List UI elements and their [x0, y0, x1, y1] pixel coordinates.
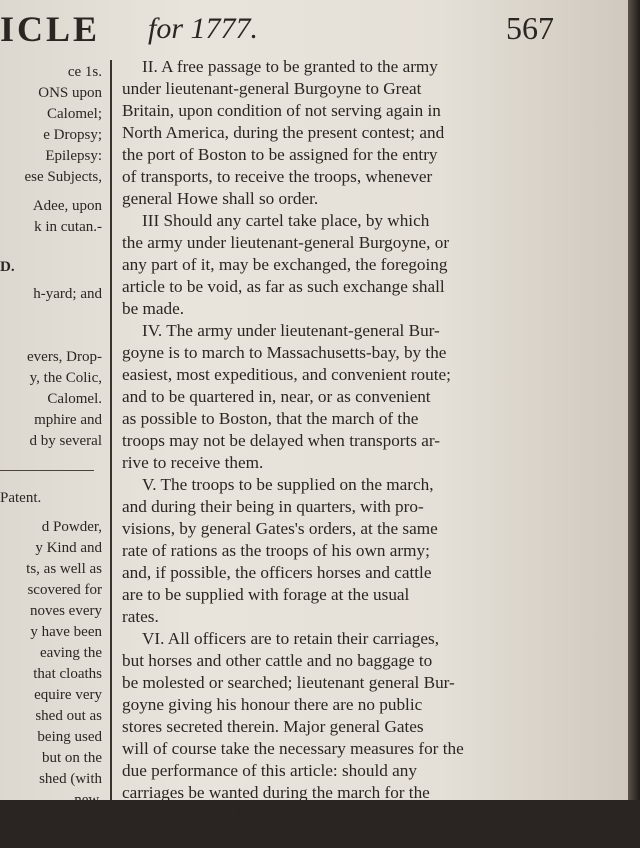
article-line: easiest, most expeditious, and convenient route; — [122, 365, 451, 384]
left-line: noves every — [29, 603, 102, 619]
left-line: y, the Colic, — [29, 370, 102, 386]
left-line: Calomel. — [47, 391, 102, 407]
left-line: evers, Drop- — [27, 349, 102, 365]
article-line: visions, by general Gates's orders, at the same — [122, 519, 438, 538]
left-line: d Powder, — [41, 519, 102, 535]
article-line: goyne is to march to Massachusetts-bay, by the — [122, 343, 447, 362]
left-line: Calomel; — [47, 106, 102, 122]
article-line: and, if possible, the officers horses and cattle — [122, 563, 432, 582]
left-line: Adee, upon — [32, 198, 102, 214]
left-line: new. — [74, 792, 102, 808]
article-line: be molested or searched; lieutenant general Bur- — [122, 673, 455, 692]
article-line: VI. All officers are to retain their carriages, — [142, 629, 439, 648]
article-line: and during their being in quarters, with pro- — [122, 497, 424, 516]
page-header — [0, 6, 620, 50]
left-line: y Kind and — [35, 540, 102, 556]
left-line: ONS upon — [38, 85, 102, 101]
left-line: ce 1s. — [67, 64, 102, 80]
left-line: ese Subjects, — [24, 169, 102, 185]
article-line: any part of it, may be exchanged, the foregoing — [122, 255, 448, 274]
left-line: shed (with — [39, 771, 102, 787]
left-line: shed out as — [35, 708, 102, 724]
article-line: III Should any cartel take place, by which — [142, 211, 430, 230]
article-line: rates. — [122, 607, 159, 626]
left-line: eaving the — [39, 645, 102, 661]
left-line: being used — [37, 729, 102, 745]
column-divider-rule — [0, 470, 94, 471]
article-line: IV. The army under lieutenant-general Bur- — [142, 321, 440, 340]
left-line: mphire and — [34, 412, 102, 428]
article-line: be made. — [122, 299, 185, 318]
article-line: stores secreted therein. Major general Gates — [122, 717, 424, 736]
left-line: ts, as well as — [26, 561, 102, 577]
article-line: article to be void, as far as such exchange shall — [122, 277, 445, 296]
page-number: 567 — [506, 10, 554, 46]
article-line: the army under lieutenant-general Burgoyne, or — [122, 233, 450, 252]
article-line: North America, during the present contest; and — [122, 123, 445, 142]
article-line: Britain, upon condition of not serving again in — [122, 101, 441, 120]
article-line: will of course take the necessary measures for the — [122, 739, 464, 758]
article-line: possible, to be supplied by the country at the — [122, 827, 429, 846]
article-line: II. A free passage to be granted to the army — [142, 57, 438, 76]
article-line: under lieutenant-general Burgoyne to Great — [122, 79, 422, 98]
article-line: due performance of this article: should any — [122, 761, 417, 780]
left-line: y have been — [30, 624, 102, 640]
article-line: are to be supplied with forage at the usual — [122, 585, 410, 604]
article-line: goyne giving his honour there are no public — [122, 695, 423, 714]
left-line: Patent. — [0, 490, 42, 506]
left-line: e Dropsy; — [43, 127, 102, 143]
article-line: V. The troops to be supplied on the march, — [142, 475, 434, 494]
article-line: rate of rations as the troops of his own army; — [122, 541, 430, 560]
left-line: d by several — [29, 433, 102, 449]
running-title: ICLE — [0, 9, 101, 49]
left-line: equire very — [34, 687, 102, 703]
article-line: but horses and other cattle and no baggage to — [122, 651, 433, 670]
article-line: troops may not be delayed when transports ar- — [122, 431, 441, 450]
left-line: but on the — [42, 750, 102, 766]
left-line: Epilepsy: — [45, 148, 102, 164]
article-line: the port of Boston to be assigned for the entry — [122, 145, 438, 164]
left-line: that cloaths — [33, 666, 102, 682]
left-line: scovered for — [27, 582, 102, 598]
binding-shadow — [628, 0, 640, 800]
article-line: general Howe shall so order. — [122, 189, 319, 208]
article-line: of transports, to receive the troops, whenever — [122, 167, 433, 186]
running-year: for 1777. — [148, 12, 259, 45]
left-line: k in cutan.- — [34, 219, 102, 235]
article-line: as possible to Boston, that the march of the — [122, 409, 419, 428]
article-line: rive to receive them. — [122, 453, 264, 472]
article-line: and to be quartered in, near, or as convenient — [122, 387, 431, 406]
column-separator — [110, 60, 112, 800]
article-line: carriages be wanted during the march for the — [122, 783, 430, 802]
left-line: D. — [0, 259, 15, 275]
article-line: transportation of officers baggage, they are, if — [122, 805, 437, 824]
left-line: h-yard; and — [33, 286, 102, 302]
